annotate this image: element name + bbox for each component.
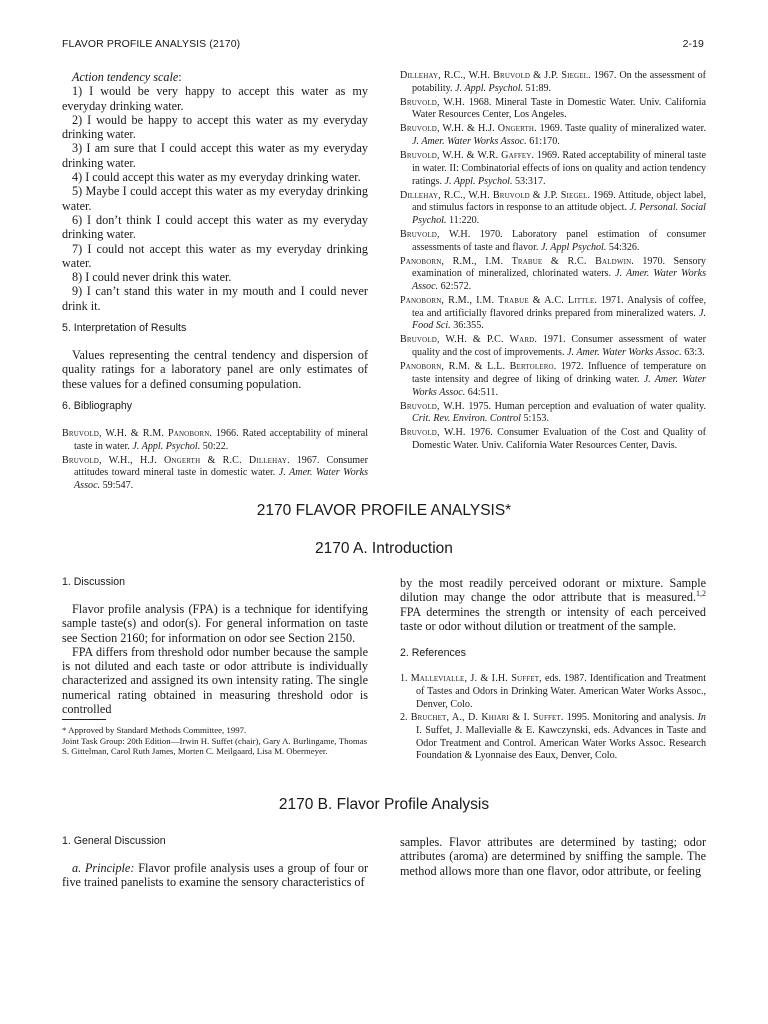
principle-label: a. Principle: xyxy=(72,861,135,875)
scale-item: 9) I can’t stand this water in my mouth and I could never drink it. xyxy=(62,284,368,313)
scale-label-line: Action tendency scale: xyxy=(72,70,182,84)
scale-item: 1) I would be very happy to accept this water as my everyday drinking water. xyxy=(62,84,368,113)
bib-journal: J. Appl Psychol. xyxy=(540,241,607,253)
bib-journal: J. Amer. Water Works Assoc. xyxy=(412,373,706,398)
bib-authors: Bruvold, W.H. & H.J. Ongerth. xyxy=(400,123,537,135)
bibliography-entry: Bruvold, W.H. & W.R. Gaffey. 1969. Rated acceptability of mineral taste in water. II: Combinatorial effects of ions on quality and action tendency ratings. J. Appl. Psychol. 53:317. xyxy=(400,150,706,187)
bibliography-entry: Dillehay, R.C., W.H. Bruvold & J.P. Siegel. 1969. Attitude, object label, and stimulus factors in response to an attitude object. J. Personal. Social Psychol. 11:220. xyxy=(400,189,706,226)
reference-entry: 2. Bruchet, A., D. Khiari & I. Suffet. 1995. Monitoring and analysis. In I. Suffet, J. Mallevialle & E. Kawczynski, eds. Advances in Taste and Odor Treatment and Control. American Water Works Assoc. Research Foundation & Lyonnaise des Eaux, Denver, Colo. xyxy=(400,712,706,762)
bib-authors: Bruvold, W.H. xyxy=(400,228,471,240)
scale-item: 8) I could never drink this water. xyxy=(72,270,232,285)
discussion-heading: 1. Discussion xyxy=(62,576,125,588)
section-b-left-column xyxy=(62,835,368,890)
bib-journal: Crit. Rev. Environ. Control xyxy=(412,413,521,425)
section6-heading: 6. Bibliography xyxy=(62,399,133,412)
references-heading: 2. References xyxy=(400,647,466,660)
bib-journal: J. Appl. Psychol. xyxy=(444,175,513,187)
bib-journal: J. Amer. Water Works Assoc. xyxy=(412,136,527,148)
bib-authors: Panoborn, R.M. & L.L. Bertolero. xyxy=(400,361,557,373)
ref-authors: Mallevialle, J. & I.H. Suffet, xyxy=(410,673,542,685)
action-tendency-scale xyxy=(62,84,368,313)
reference-entry: 1. Mallevialle, J. & I.H. Suffet, eds. 1987. Identification and Treatment of Tastes and Odors in Drinking Water. American Water Works Assoc., Denver, Colo. xyxy=(400,673,706,710)
intro-para1: Flavor profile analysis (FPA) is a technique for identifying sample taste(s) and odor(s). For general information on taste see Section 2160; for information on odor see Section 2150. xyxy=(62,602,368,645)
bibliography-entry: Panoborn, R.M. & L.L. Bertolero. 1972. Influence of temperature on taste intensity and degree of liking of drinking water. J. Amer. Water Works Assoc. 64:511. xyxy=(400,361,706,398)
ref-italic: In xyxy=(697,712,706,724)
bibliography-left xyxy=(62,428,368,493)
bib-journal: J. Food Sci. xyxy=(412,307,706,332)
page-number: 2-19 xyxy=(682,38,704,50)
references-list xyxy=(400,673,706,763)
scale-item: 4) I could accept this water as my everyday drinking water. xyxy=(72,170,361,185)
bib-journal: J. Personal. Social Psychol. xyxy=(412,202,706,226)
citation-superscript: 1,2 xyxy=(696,589,706,599)
bib-authors: Bruvold, W.H. & W.R. Gaffey. xyxy=(400,150,535,162)
section-a-title: 2170 A. Introduction xyxy=(315,540,453,557)
scale-item: 3) I am sure that I could accept this water as my everyday drinking water. xyxy=(62,141,368,170)
footnote-line1: * Approved by Standard Methods Committee, 1997. xyxy=(62,725,247,735)
scale-item: 5) Maybe I could accept this water as my everyday drinking water. xyxy=(62,184,368,213)
bibliography-entry: Bruvold, W.H. & P.C. Ward. 1971. Consumer assessment of water quality and the cost of improvements. J. Amer. Water Works Assoc. 63:3. xyxy=(400,334,706,359)
section5-heading: 5. Interpretation of Results xyxy=(62,322,187,335)
scale-label: Action tendency scale xyxy=(72,70,179,84)
bib-authors: Panoborn, R.M., I.M. Trabue & R.C. Baldwin. xyxy=(400,255,634,267)
principle-paragraph: a. Principle: Flavor profile analysis uses a group of four or five trained panelists to examine the sensory characteristics of xyxy=(62,861,368,890)
section-b-title: 2170 B. Flavor Profile Analysis xyxy=(278,796,490,813)
section-b-right-text: samples. Flavor attributes are determined by tasting; odor attributes (aroma) are determined by sniffing the sample. The method allows more than one flavor, odor attribute, or feeling xyxy=(400,835,706,878)
bib-authors: Bruvold, W.H., H.J. Ongerth & R.C. Dillehay. xyxy=(62,454,290,466)
section-b-right-column xyxy=(400,835,706,878)
intro-right-column xyxy=(400,576,706,764)
bibliography-entry: Bruvold, W.H. 1976. Consumer Evaluation of the Cost and Quality of Domestic Water. Univ. California Water Resources Center, Davis. xyxy=(400,427,706,451)
intro-para2: FPA differs from threshold odor number because the sample is not diluted and each taste or odor attribute is individually characterized and assigned its own intensity rating. The single numerical rating obtained in measuring threshold odor is controlled xyxy=(62,644,368,717)
footnote xyxy=(62,725,368,757)
bib-authors: Bruvold, W.H. & R.M. Panoborn. xyxy=(62,427,213,439)
top-left-column xyxy=(62,70,368,494)
bib-journal: J. Amer. Water Works Assoc. xyxy=(567,347,682,359)
bib-journal: J. Amer. Water Works Assoc. xyxy=(412,268,706,293)
running-header-title: FLAVOR PROFILE ANALYSIS (2170) xyxy=(62,38,241,50)
bib-authors: Bruvold, W.H. xyxy=(400,96,465,108)
bibliography-entry: Bruvold, W.H. & H.J. Ongerth. 1969. Taste quality of mineralized water. J. Amer. Water Works Assoc. 61:170. xyxy=(400,123,706,148)
main-title: 2170 FLAVOR PROFILE ANALYSIS* xyxy=(256,502,512,519)
bibliography-entry: Bruvold, W.H., H.J. Ongerth & R.C. Dillehay. 1967. Consumer attitudes toward mineral taste in domestic water. J. Amer. Water Works Assoc. 59:547. xyxy=(62,454,368,492)
section5-text: Values representing the central tendency and dispersion of quality ratings for a laboratory panel are only estimates of these values for a defined consuming population. xyxy=(62,348,368,391)
ref-authors: Bruchet, A., D. Khiari & I. Suffet. xyxy=(410,712,564,724)
bib-authors: Bruvold, W.H. xyxy=(400,427,466,439)
bibliography-entry: Bruvold, W.H. & R.M. Panoborn. 1966. Rated acceptability of mineral taste in water. J. Appl. Psychol. 50:22. xyxy=(62,427,369,452)
bib-journal: J. Amer. Water Works Assoc. xyxy=(74,467,368,492)
scale-item: 7) I could not accept this water as my everyday drinking water. xyxy=(62,241,368,270)
bibliography-right xyxy=(400,70,706,454)
footnote-line2: Joint Task Group: 20th Edition—Irwin H. Suffet (chair), Gary A. Burlingame, Thomas S. Gittelman, Carol Ruth James, Morten C. Meilgaard, Lisa M. Obermeyer. xyxy=(62,735,368,757)
footnote-rule xyxy=(62,719,106,720)
bibliography-entry: Bruvold, W.H. 1970. Laboratory panel estimation of consumer assessments of taste and flavor. J. Appl Psychol. 54:326. xyxy=(400,228,706,253)
bib-journal: J. Appl. Psychol. xyxy=(455,82,524,94)
bib-authors: Panoborn, R.M., I.M. Trabue & A.C. Little. xyxy=(400,295,598,307)
bib-authors: Dillehay, R.C., W.H. Bruvold & J.P. Siegel. xyxy=(400,70,591,81)
bib-authors: Bruvold, W.H. xyxy=(400,400,465,412)
bibliography-entry: Dillehay, R.C., W.H. Bruvold & J.P. Siegel. 1967. On the assessment of potability. J. Appl. Psychol. 51:89. xyxy=(400,70,706,94)
bib-journal: J. Appl. Psychol. xyxy=(132,440,201,452)
general-discussion-heading: 1. General Discussion xyxy=(62,835,166,847)
bibliography-entry: Panoborn, R.M., I.M. Trabue & R.C. Baldwin. 1970. Sensory examination of mineralized, chlorinated waters. J. Amer. Water Works Assoc. 62:572. xyxy=(400,255,706,293)
intro-right-para: by the most readily perceived odorant or mixture. Sample dilution may change the odor attribute that is measured.$^{1,2}$ FPA determines the strength or intensity of each perceived taste or odor without dilution or treatment of the sample. xyxy=(400,576,706,633)
scale-item: 6) I don’t think I could accept this water as my everyday drinking water. xyxy=(62,212,368,242)
bib-authors: Bruvold, W.H. & P.C. Ward. xyxy=(400,334,538,346)
bibliography-entry: Panoborn, R.M., I.M. Trabue & A.C. Little. 1971. Analysis of coffee, tea and artificially flavored drinks prepared from mineralized waters. J. Food Sci. 36:355. xyxy=(400,295,706,332)
intro-left-column xyxy=(62,576,368,716)
bibliography-entry: Bruvold, W.H. 1968. Mineral Taste in Domestic Water. Univ. California Water Resources Center, Los Angeles. xyxy=(400,96,706,121)
scale-item: 2) I would be happy to accept this water as my everyday drinking water. xyxy=(62,112,368,142)
bib-authors: Dillehay, R.C., W.H. Bruvold & J.P. Siegel. xyxy=(400,189,591,201)
bibliography-entry: Bruvold, W.H. 1975. Human perception and evaluation of water quality. Crit. Rev. Environ. Control 5:153. xyxy=(400,400,706,425)
